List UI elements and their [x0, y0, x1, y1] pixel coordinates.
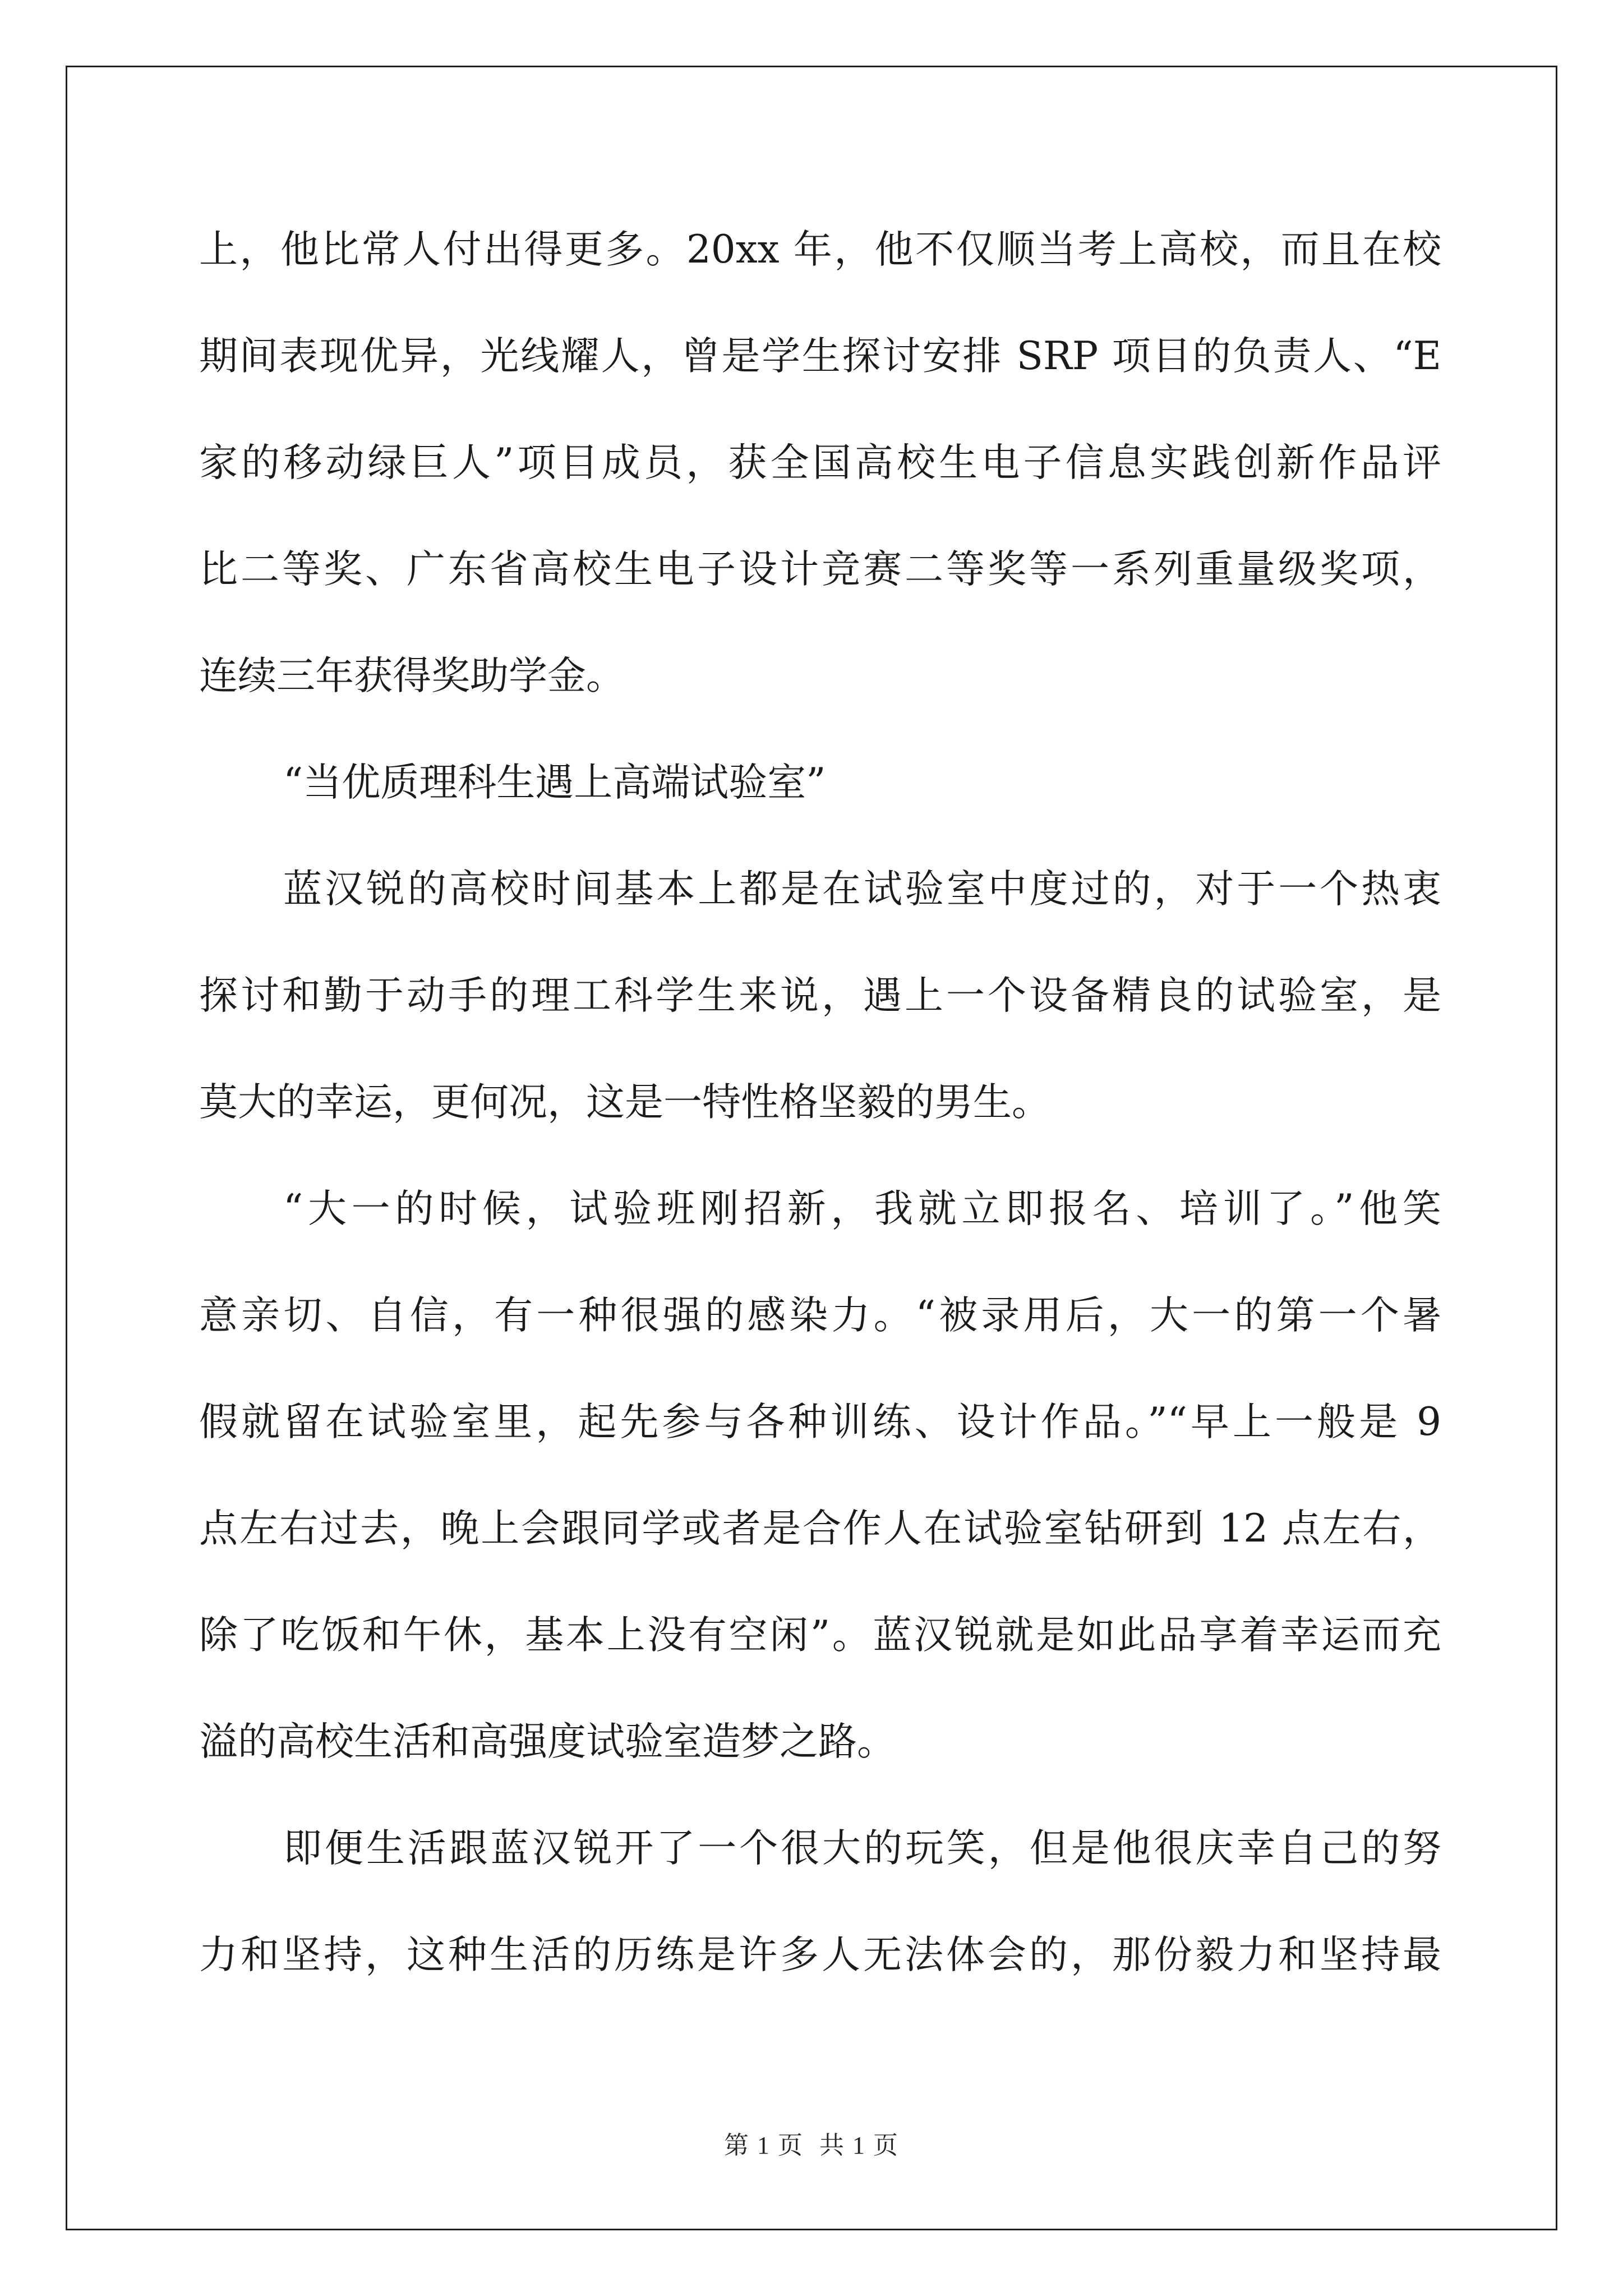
- text-line: 蓝汉锐的高校时间基本上都是在试验室中度过的，对于一个热衷: [283, 867, 1441, 912]
- page-number-current: 第 1 页: [724, 2132, 804, 2159]
- text-line: 期间表现优异，光线耀人，曾是学生探讨安排 SRP 项目的负责人、“E: [199, 334, 1441, 379]
- document-body: [199, 216, 1441, 2028]
- text-line: 溢的高校生活和高强度试验室造梦之路。: [199, 1719, 896, 1764]
- text-line: 点左右过去，晚上会跟同学或者是合作人在试验室钻研到 12 点左右，: [199, 1506, 1441, 1551]
- text-line: “大一的时候，试验班刚招新，我就立即报名、培训了。”他笑: [283, 1186, 1441, 1231]
- text-line: 连续三年获得奖助学金。: [199, 654, 625, 698]
- text-line: 力和坚持，这种生活的历练是许多人无法体会的，那份毅力和坚持最: [199, 1932, 1441, 1977]
- text-line: 比二等奖、广东省高校生电子设计竞赛二等奖等一系列重量级奖项，: [199, 547, 1441, 592]
- page-number-total: 共 1 页: [819, 2132, 899, 2159]
- text-line: 除了吃饭和午休，基本上没有空闲”。蓝汉锐就是如此品享着幸运而充: [199, 1613, 1441, 1658]
- section-heading: “当优质理科生遇上高端试验室”: [283, 760, 826, 805]
- text-line: 意亲切、自信，有一种很强的感染力。“被录用后，大一的第一个暑: [199, 1293, 1441, 1338]
- text-line: 上，他比常人付出得更多。20xx 年，他不仅顺当考上高校，而且在校: [199, 227, 1441, 272]
- page-footer: [0, 2125, 1623, 2161]
- text-line: 家的移动绿巨人”项目成员，获全国高校生电子信息实践创新作品评: [199, 440, 1441, 485]
- text-line: 探讨和勤于动手的理工科学生来说，遇上一个设备精良的试验室，是: [199, 973, 1441, 1018]
- text-line: 即便生活跟蓝汉锐开了一个很大的玩笑，但是他很庆幸自己的努: [283, 1826, 1441, 1871]
- text-line: 莫大的幸运，更何况，这是一特性格坚毅的男生。: [199, 1080, 1050, 1125]
- text-line: 假就留在试验室里，起先参与各种训练、设计作品。”“早上一般是 9: [199, 1400, 1441, 1444]
